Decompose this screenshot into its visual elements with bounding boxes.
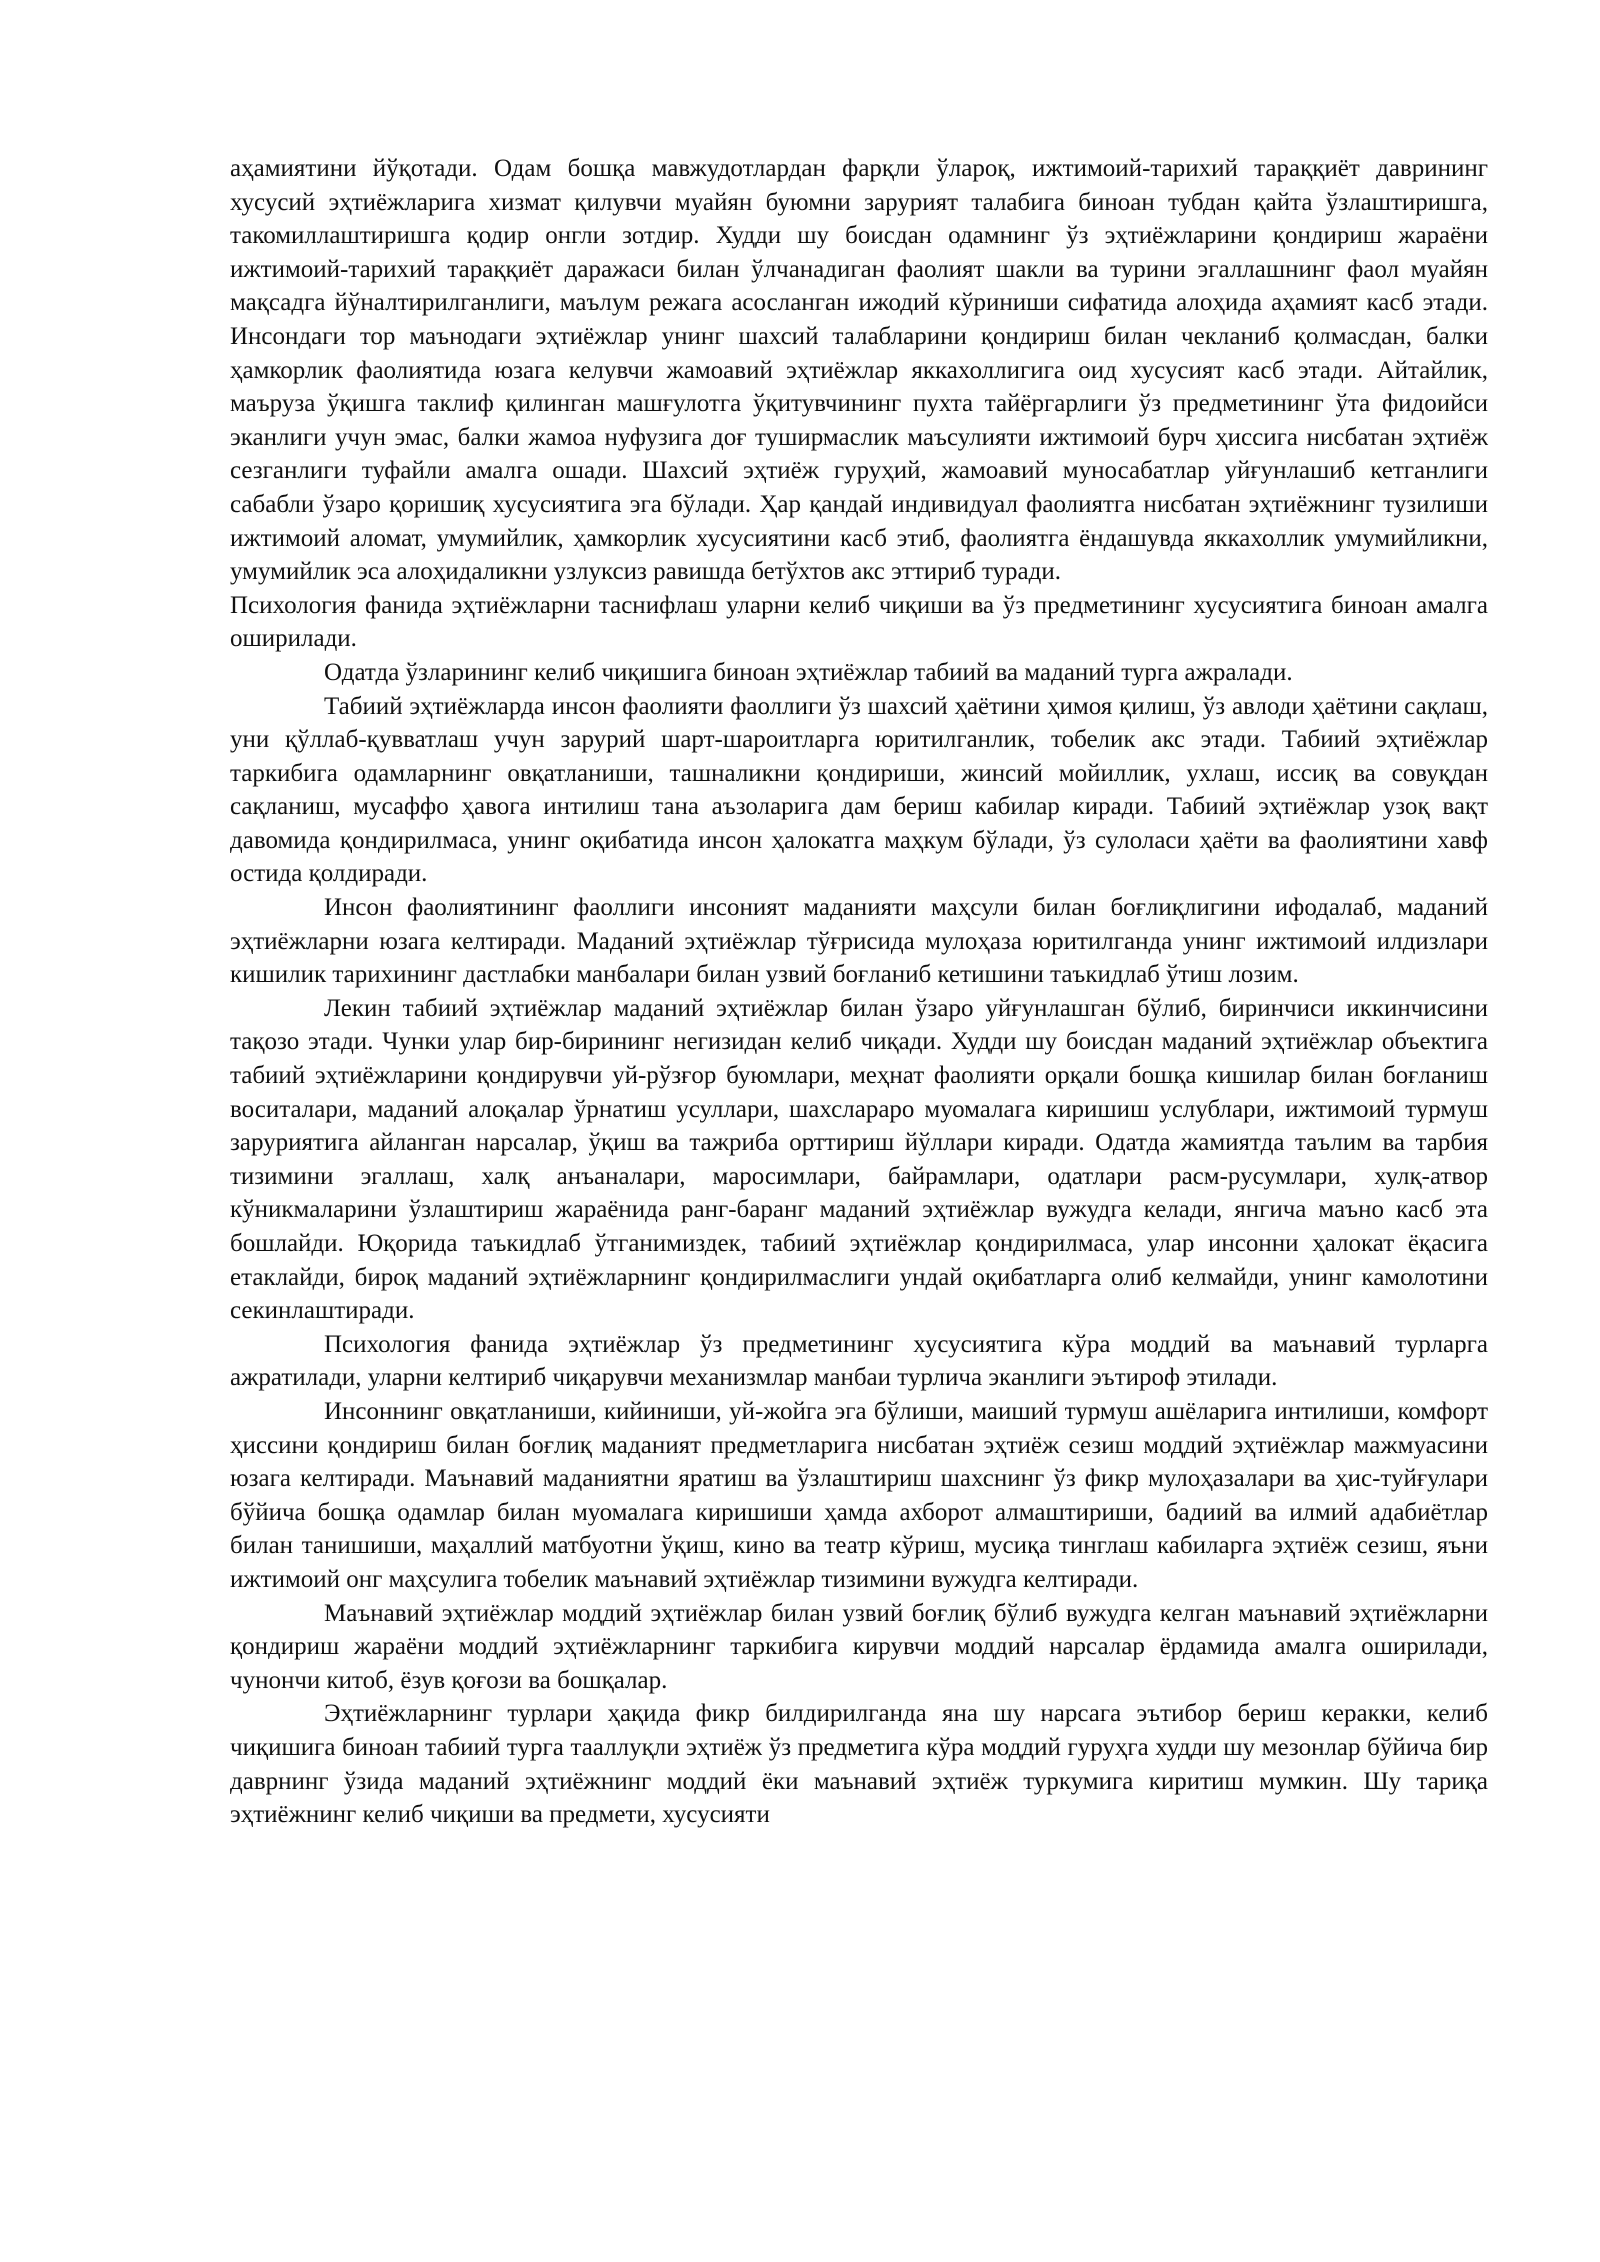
paragraph-2: Психология фанида эҳтиёжларни таснифлаш уларни келиб чиқиши ва ўз предметининг хусусиятига биноан амалга оширилади. [230,591,1488,653]
paragraph-1: аҳамиятини йўқотади. Одам бошқа мавжудотлардан фарқли ўлароқ, ижтимоий-тарихий тараққиёт даврининг хусусий эҳтиёжларига хизмат қилувчи муайян буюмни зарурият талабига биноан тубдан қайта ўзлаштиришга, такомиллаштиришга қодир онгли зотдир. Худди шу боисдан одамнинг ўз эҳтиёжларини қондириш жараёни ижтимоий-тарихий тараққиёт даражаси билан ўлчанадиган фаолият шакли ва турини эгаллашнинг фаол муайян мақсадга йўналтирилганлиги, маълум режага асосланган ижодий кўриниши сифатида алоҳида аҳамият касб этади. Инсондаги тор маънодаги эҳтиёжлар унинг шахсий талабларини қондириш билан чекланиб қолмасдан, балки ҳамкорлик фаолиятида юзага келувчи жамоавий эҳтиёжлар яккахоллигига оид хусусият касб этади. Айтайлик, маъруза ўқишга таклиф қилинган машғулотга ўқитувчининг пухта тайёргарлиги ўз предметининг ўта фидоийси эканлиги учун эмас, балки жамоа нуфузига доғ туширмаслик маъсулияти ижтимоий бурч ҳиссига нисбатан эҳтиёж сезганлиги туфайли амалга ошади. Шахсий эҳтиёж гуруҳий, жамоавий муносабатлар уйғунлашиб кетганлиги сабабли ўзаро қоришиқ хусусиятига эга бўлади. Ҳар қандай индивидуал фаолиятга нисбатан эҳтиёжнинг тузилиши ижтимоий аломат, умумийлик, ҳамкорлик хусусиятини касб этиб, фаолиятга ёндашувда яккахоллик умумийликни, умумийлик эса алоҳидаликни узлуксиз равишда бетўхтов акс эттириб туради. [230,155,1488,586]
paragraph-10: Эҳтиёжларнинг турлари ҳақида фикр билдирилганда яна шу нарсага эътибор бериш керакки, келиб чиқишига биноан табиий турга тааллуқли эҳтиёж ўз предметига кўра моддий гуруҳга худди шу мезонлар бўйича бир даврнинг ўзида маданий эҳтиёжнинг моддий ёки маънавий эҳтиёж туркумига киритиш мумкин. Шу тариқа эҳтиёжнинг келиб чиқиши ва предмети, хусусияти [230,1700,1488,1829]
paragraph-8: Инсоннинг овқатланиши, кийиниши, уй-жойга эга бўлиши, маиший турмуш ашёларига интилиши, комфорт ҳиссини қондириш билан боғлиқ маданият предметларига нисбатан эҳтиёж сезиш моддий эҳтиёжлар мажмуасини юзага келтиради. Маънавий маданиятни яратиш ва ўзлаштириш шахснинг ўз фикр мулоҳазалари ва ҳис-туйғулари бўйича бошқа одамлар билан муомалага киришиши ҳамда ахборот алмаштириши, бадиий ва илмий адабиётлар билан танишиши, маҳаллий матбуотни ўқиш, кино ва театр кўриш, мусиқа тинглаш кабиларга эҳтиёж сезиш, яъни ижтимоий онг маҳсулига тобелик маънавий эҳтиёжлар тизимини вужудга келтиради. [230,1397,1488,1593]
paragraph-5: Инсон фаолиятининг фаоллиги инсоният маданияти маҳсули билан боғлиқлигини ифодалаб, маданий эҳтиёжларни юзага келтиради. Маданий эҳтиёжлар тўғрисида мулоҳаза юритилганда унинг ижтимоий илдизлари кишилик тарихининг дастлабки манбалари билан узвий боғланиб кетишини таъкидлаб ўтиш лозим. [230,894,1488,989]
document-page [230,152,1488,1832]
paragraph-3: Одатда ўзларининг келиб чиқишига биноан эҳтиёжлар табиий ва маданий турга ажралади. [324,658,1293,686]
paragraph-4: Табиий эҳтиёжларда инсон фаолияти фаоллиги ўз шахсий ҳаётини ҳимоя қилиш, ўз авлоди ҳаётини сақлаш, уни қўллаб-қувватлаш учун зарурий шарт-шароитларга юритилганлик, тобелик акс этади. Табиий эҳтиёжлар таркибига одамларнинг овқатланиши, ташналикни қондириши, жинсий мойиллик, ухлаш, иссиқ ва совуқдан сақланиш, мусаффо ҳавога интилиш тана аъзоларига дам бериш кабилар киради. Табиий эҳтиёжлар узоқ вақт давомида қондирилмаса, унинг оқибатида инсон ҳалокатга маҳкум бўлади, ўз сулоласи ҳаёти ва фаолиятини хавф остида қолдиради. [230,692,1488,888]
paragraph-9: Маънавий эҳтиёжлар моддий эҳтиёжлар билан узвий боғлиқ бўлиб вужудга келган маънавий эҳтиёжларни қондириш жараёни моддий эҳтиёжларнинг таркибига кирувчи моддий нарсалар ёрдамида амалга оширилади, чунончи китоб, ёзув қоғози ва бошқалар. [230,1599,1488,1694]
paragraph-7: Психология фанида эҳтиёжлар ўз предметининг хусусиятига кўра моддий ва маънавий турларга ажратилади, уларни келтириб чиқарувчи механизмлар манбаи турлича эканлиги эътироф этилади. [230,1330,1488,1392]
paragraph-6: Лекин табиий эҳтиёжлар маданий эҳтиёжлар билан ўзаро уйғунлашган бўлиб, биринчиси иккинчисини тақозо этади. Чунки улар бир-бирининг негизидан келиб чиқади. Худди шу боисдан маданий эҳтиёжлар объектига табиий эҳтиёжларини қондирувчи уй-рўзғор буюмлари, меҳнат фаолияти орқали бошқа кишилар билан боғланиш воситалари, маданий алоқалар ўрнатиш усуллари, шахслараро муомалага киришиш услублари, ижтимоий турмуш заруриятига айланган нарсалар, ўқиш ва тажриба орттириш йўллари киради. Одатда жамиятда таълим ва тарбия тизимини эгаллаш, халқ анъаналари, маросимлари, байрамлари, одатлари расм-русумлари, хулқ-атвор кўникмаларини ўзлаштириш жараёнида ранг-баранг маданий эҳтиёжлар вужудга келади, янгича маъно касб эта бошлайди. Юқорида таъкидлаб ўтганимиздек, табиий эҳтиёжлар қондирилмаса, улар инсонни ҳалокат ёқасига етаклайди, бироқ маданий эҳтиёжларнинг қондирилмаслиги ундай оқибатларга олиб келмайди, унинг камолотини секинлаштиради. [230,994,1488,1325]
